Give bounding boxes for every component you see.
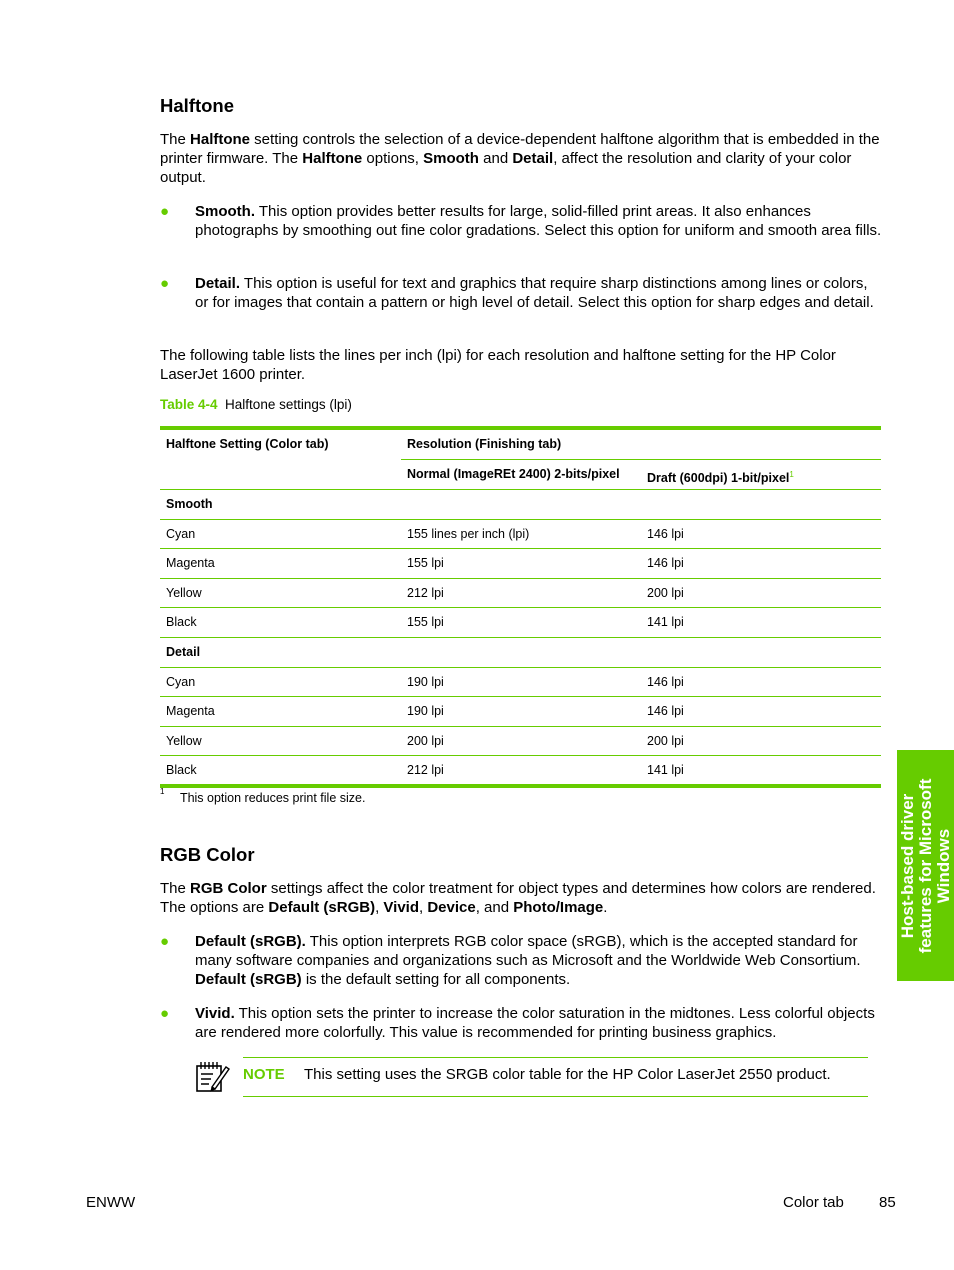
footer-left: ENWW xyxy=(86,1194,136,1211)
bold-run: Smooth xyxy=(423,150,479,167)
text-run: This option provides better results for large, solid-filled print areas. It also enhances photographs by smoothing out fine color gradations. Select this option for uniform and smooth area fills. xyxy=(195,203,882,239)
table-row xyxy=(160,638,881,668)
header-resolution-group: Resolution (Finishing tab) xyxy=(407,437,562,451)
text-run: , xyxy=(375,899,384,916)
table-cell: 190 lpi xyxy=(407,704,444,719)
table-cell: Yellow xyxy=(166,585,202,600)
side-tab-line2: features for Microsoft xyxy=(915,778,935,953)
table-cell: 200 lpi xyxy=(647,733,684,748)
table-row xyxy=(160,608,881,638)
text-run: , and xyxy=(475,899,514,916)
table-row xyxy=(160,520,881,550)
bold-run: Default (sRGB) xyxy=(268,899,376,916)
table-cell: 146 lpi xyxy=(647,704,684,719)
note-label: NOTE xyxy=(243,1066,285,1083)
rgb-intro xyxy=(160,879,882,917)
bold-run: Default (sRGB). xyxy=(195,933,306,950)
bold-run: Vivid xyxy=(383,899,419,916)
table-cell: Cyan xyxy=(166,526,196,541)
table-bottom-rule xyxy=(160,784,881,788)
table-footnote xyxy=(160,787,366,806)
table-intro: The following table lists the lines per inch (lpi) for each resolution and halftone setting for the HP Color LaserJet 1600 printer. xyxy=(160,347,836,383)
chapter-side-tab xyxy=(897,750,954,981)
bullet-vivid-text xyxy=(195,1004,882,1042)
bullet-vivid xyxy=(160,1004,882,1042)
bullet-detail-text xyxy=(195,274,882,312)
bold-run: Detail xyxy=(512,150,554,167)
footnote-text: This option reduces print file size. xyxy=(179,791,366,806)
table-row xyxy=(160,668,881,698)
table-cell: Cyan xyxy=(166,674,196,689)
footnote-mark: 1 xyxy=(160,787,165,796)
halftone-intro xyxy=(160,130,882,187)
bold-run: Vivid. xyxy=(195,1005,235,1022)
text-run: is the default setting for all components. xyxy=(301,971,571,988)
footer-page: 85 xyxy=(879,1194,896,1211)
bullet-detail xyxy=(160,274,882,312)
bullet-default-srgb xyxy=(160,932,882,989)
header-normal: Normal (ImageREt 2400) 2-bits/pixel xyxy=(407,467,620,481)
side-tab-line1: Host-based driver xyxy=(897,793,917,938)
note-text: This setting uses the SRGB color table for the HP Color LaserJet 2550 product. xyxy=(304,1066,831,1083)
table-row xyxy=(160,697,881,727)
side-tab-line3: Windows xyxy=(933,828,953,903)
table-cell: Black xyxy=(166,615,197,630)
note-box xyxy=(243,1057,868,1097)
bold-run: Smooth. xyxy=(195,203,255,220)
table-cell: 141 lpi xyxy=(647,763,684,778)
text-run: options, xyxy=(362,150,424,167)
table-row xyxy=(160,490,881,520)
table-cell: 141 lpi xyxy=(647,615,684,630)
table-cell: 155 lines per inch (lpi) xyxy=(407,526,530,541)
text-run: . xyxy=(603,899,608,916)
table-cell: 212 lpi xyxy=(407,585,444,600)
table-caption-label: Table 4-4 xyxy=(160,397,218,412)
table-cell: 155 lpi xyxy=(407,615,444,630)
header-draft-footnote-ref: 1 xyxy=(789,470,794,479)
table-row xyxy=(160,756,881,785)
text-run: settings affect the color treatment for object types and determines how colors are rendered. The options are xyxy=(160,880,876,916)
text-run: , affect the resolution and clarity of your color output. xyxy=(160,150,852,186)
text-run: and xyxy=(478,150,513,167)
table-caption xyxy=(160,397,352,412)
header-draft-text: Draft (600dpi) 1-bit/pixel xyxy=(647,471,790,486)
table-cell: 146 lpi xyxy=(647,556,684,571)
bold-run: Photo/Image xyxy=(513,899,604,916)
rgb-heading: RGB Color xyxy=(160,844,255,865)
bold-run: RGB Color xyxy=(190,880,267,897)
bullet-icon: ● xyxy=(160,1005,170,1022)
bullet-icon: ● xyxy=(160,933,170,950)
text-run: This option is useful for text and graphics that require sharp distinctions among lines or colors, or for images that contain a pattern or high level of detail. Select this option for sharp edges and detail. xyxy=(195,275,874,311)
table-header-row-2 xyxy=(160,460,881,490)
text-run: This option interprets RGB color space (sRGB), which is the accepted standard for many software companies and organizations such as Microsoft and the Worldwide Web Consortium. xyxy=(195,933,861,969)
table-caption-text: Halftone settings (lpi) xyxy=(225,397,352,412)
text-run: This option sets the printer to increase the color saturation in the midtones. Less colorful objects are rendered more colorfully. This value is recommended for printing business graphics. xyxy=(195,1005,875,1041)
bold-run: Detail. xyxy=(195,275,241,292)
header-draft xyxy=(647,460,794,493)
side-tab-text xyxy=(899,778,953,953)
table-group-label: Smooth xyxy=(166,497,213,511)
table-cell: Magenta xyxy=(166,704,215,719)
bold-run: Device xyxy=(427,899,476,916)
table-cell: Yellow xyxy=(166,733,202,748)
table-cell: 155 lpi xyxy=(407,556,444,571)
bold-run: Halftone xyxy=(302,150,363,167)
bold-run: Halftone xyxy=(190,131,251,148)
bullet-icon: ● xyxy=(160,203,170,220)
bullet-default-text xyxy=(195,932,882,989)
text-run: , xyxy=(419,899,428,916)
table-cell: 146 lpi xyxy=(647,674,684,689)
table-cell: 146 lpi xyxy=(647,526,684,541)
table-cell: 190 lpi xyxy=(407,674,444,689)
bullet-icon: ● xyxy=(160,275,170,292)
table-row xyxy=(160,549,881,579)
bullet-smooth xyxy=(160,202,882,240)
bold-run: Default (sRGB) xyxy=(195,971,302,988)
bullet-smooth-text xyxy=(195,202,882,240)
header-halftone-setting: Halftone Setting (Color tab) xyxy=(166,437,329,451)
halftone-heading: Halftone xyxy=(160,95,234,116)
text-run: The xyxy=(160,131,191,148)
note-pad-icon xyxy=(194,1060,230,1094)
table-cell: 200 lpi xyxy=(647,585,684,600)
table-cell: 200 lpi xyxy=(407,733,444,748)
table-row xyxy=(160,727,881,757)
text-run: setting controls the selection of a device-dependent halftone algorithm that is embedded in the printer firmware. The xyxy=(160,131,880,167)
footer-section: Color tab xyxy=(783,1194,844,1211)
table-cell: Magenta xyxy=(166,556,215,571)
table-row xyxy=(160,579,881,609)
text-run: The xyxy=(160,880,191,897)
table-group-label: Detail xyxy=(166,645,201,659)
table-cell: 212 lpi xyxy=(407,763,444,778)
table-cell: Black xyxy=(166,763,197,778)
